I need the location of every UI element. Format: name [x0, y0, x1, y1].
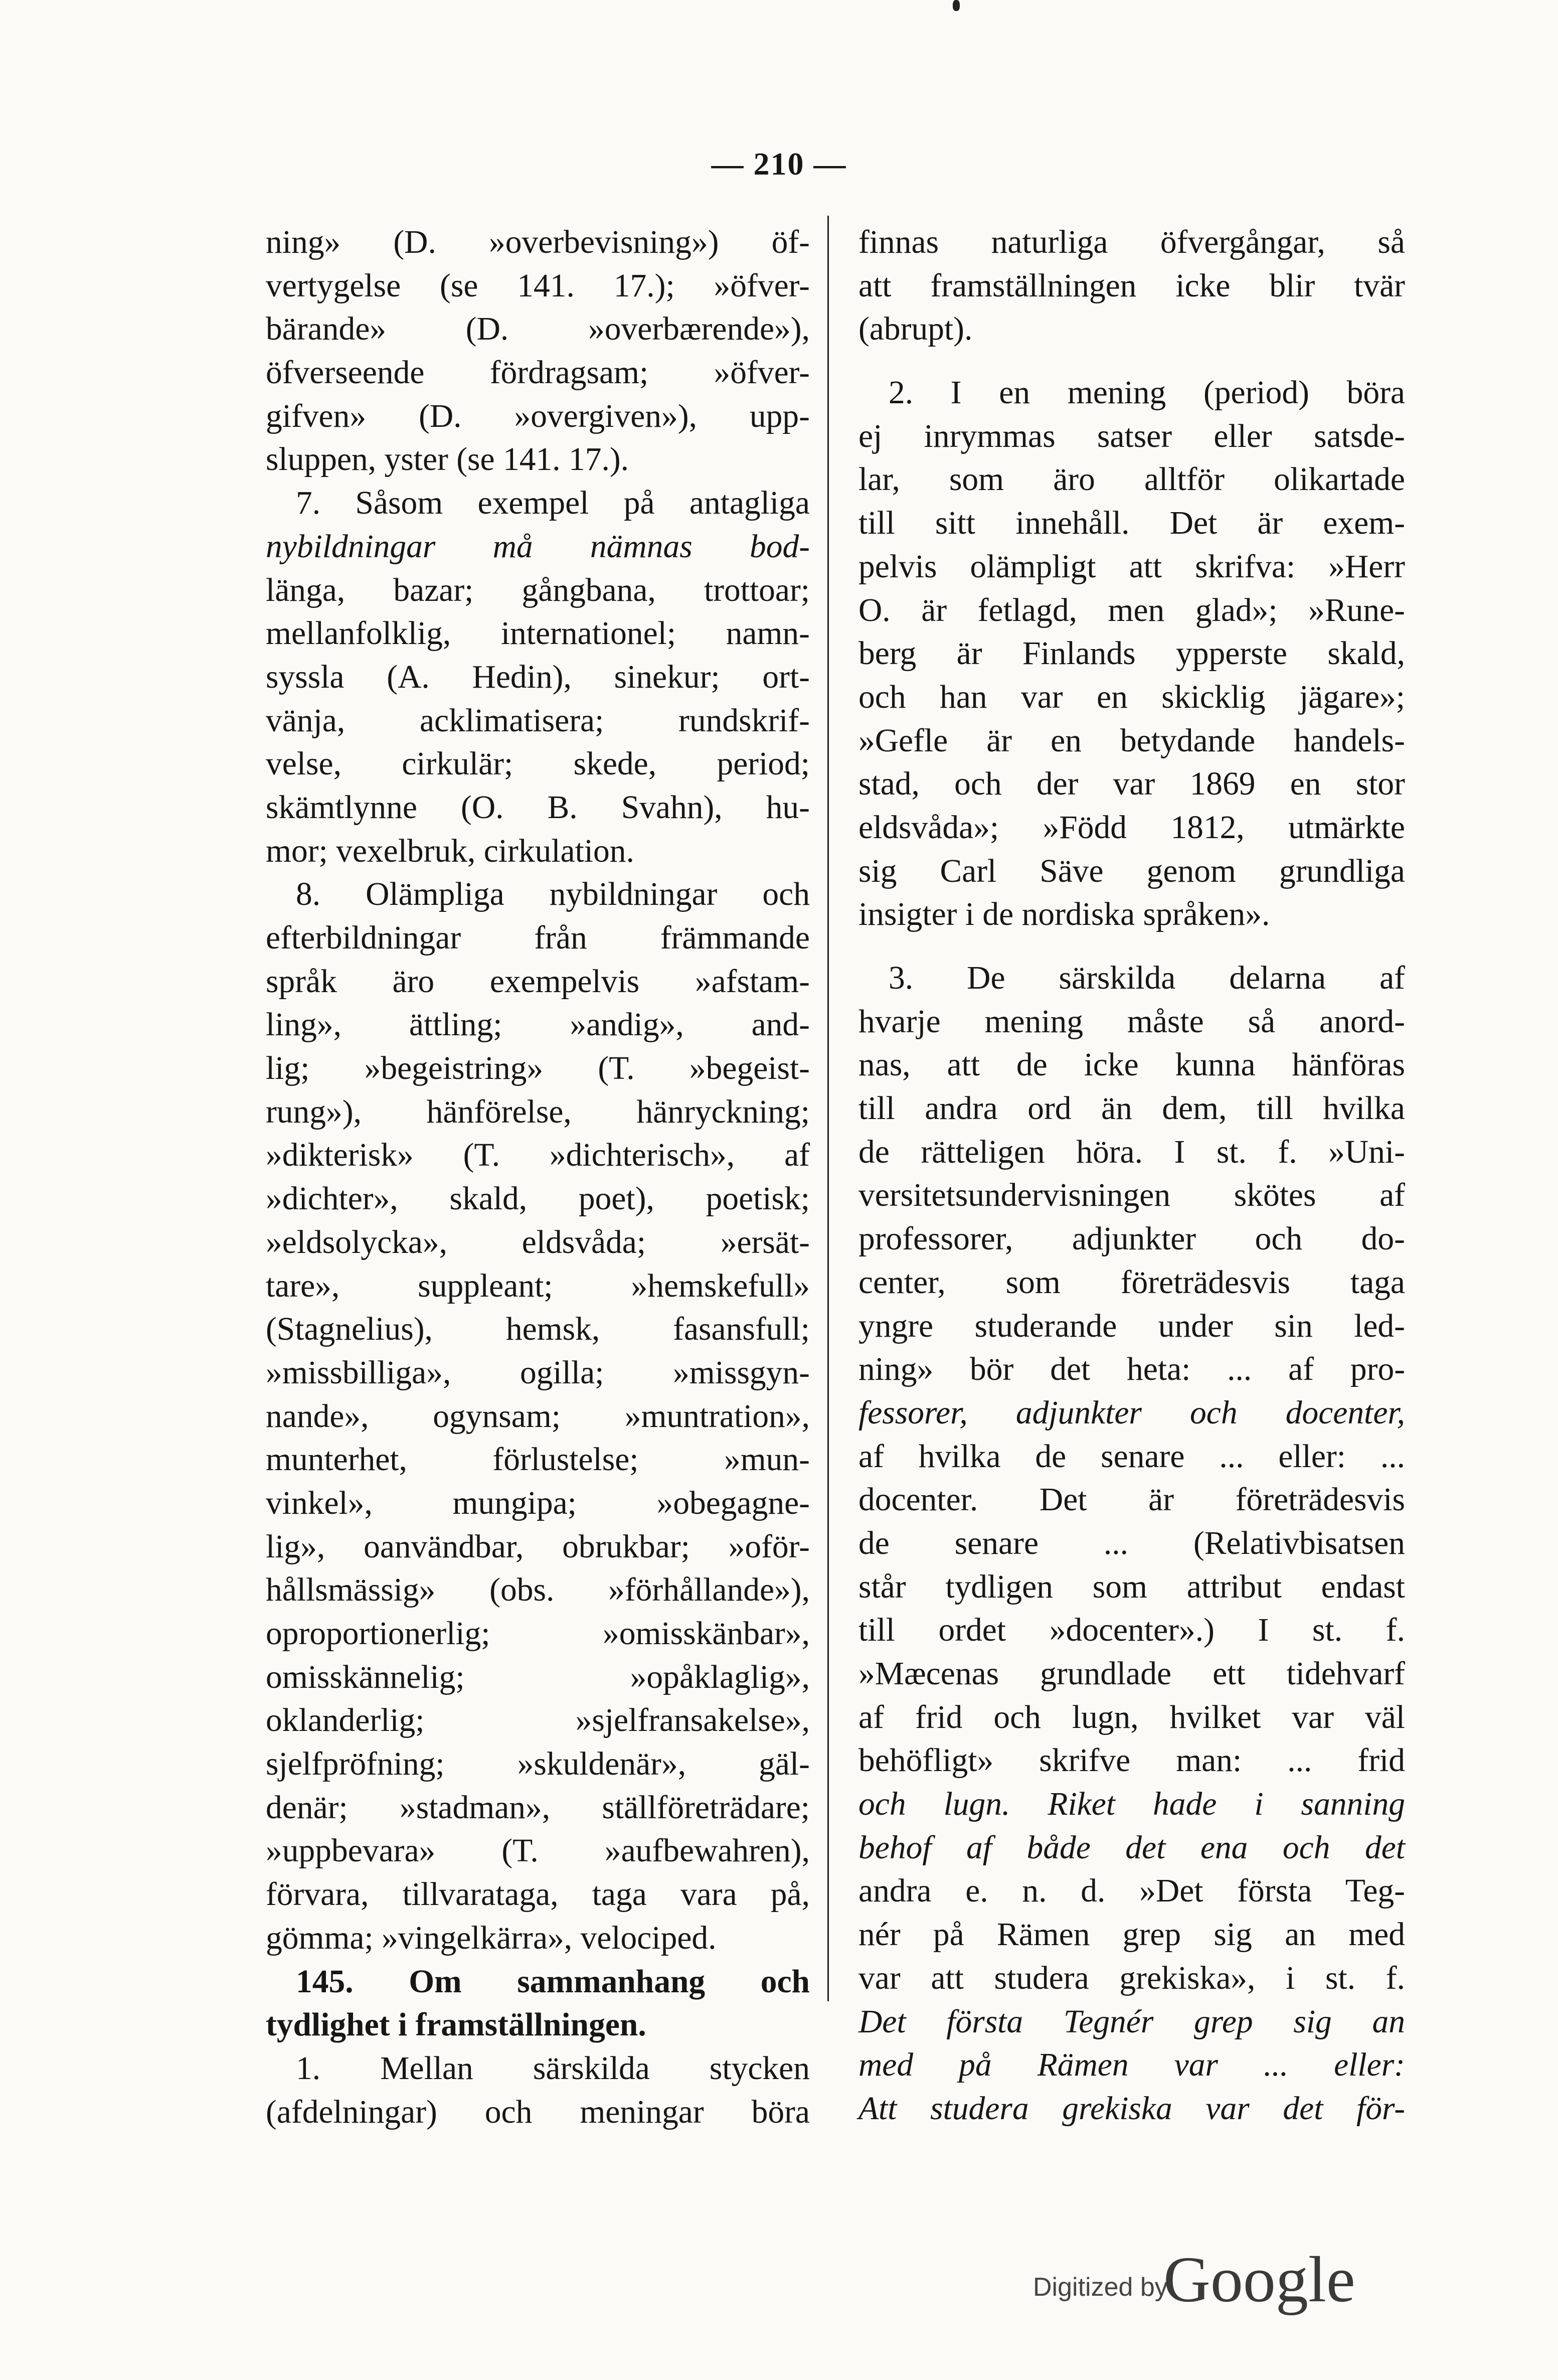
text-line: mor; vexelbruk, cirkulation. [266, 833, 634, 869]
scan-smudge [953, 0, 960, 11]
text-line: sig Carl Säve genom grundliga [858, 853, 1405, 889]
text-line: (Stagnelius), hemsk, fasansfull; [266, 1311, 810, 1348]
text-line: vinkel», mungipa; »obegagne- [266, 1485, 810, 1521]
text-line: Att studera grekiska var det för- [858, 2090, 1405, 2127]
text-line: andra e. n. d. »Det första Teg- [858, 1873, 1405, 1910]
text-line: öfverseende fördragsam; »öfver- [266, 355, 810, 391]
text-line: sjelfpröfning; »skuldenär», gäl- [266, 1746, 810, 1783]
text-line: berg är Finlands ypperste skald, [858, 636, 1405, 672]
text-line: versitetsundervisningen skötes af [858, 1177, 1405, 1214]
column-divider [827, 216, 829, 2001]
text-line: lar, som äro alltför olikartade [858, 461, 1405, 498]
text-line: insigter i de nordiska språken». [858, 896, 1270, 933]
paragraph-gap [858, 936, 1405, 957]
text-line: nande», ogynsam; »muntration», [266, 1398, 810, 1435]
text-line: »dichter», skald, poet), poetisk; [266, 1181, 810, 1217]
text-line: »dikterisk» (T. »dichterisch», af [266, 1137, 810, 1174]
text-line: de rätteligen höra. I st. f. »Uni- [858, 1134, 1405, 1170]
google-logo: Google [1163, 2244, 1355, 2316]
text-line: rung»), hänförelse, hänryckning; [266, 1093, 810, 1130]
text-line: står tydligen som attribut endast [858, 1568, 1405, 1605]
text-line: denär; »stadman», ställföreträdare; [266, 1789, 810, 1826]
text-line: till sitt innehåll. Det är exem- [858, 505, 1405, 542]
text-line: yngre studerande under sin led- [858, 1308, 1405, 1344]
text-line: professorer, adjunkter och do- [858, 1221, 1405, 1257]
text-line: syssla (A. Hedin), sinekur; ort- [266, 659, 810, 695]
text-line: »uppbevara» (T. »aufbewahren), [266, 1833, 810, 1869]
text-line: (abrupt). [858, 311, 973, 348]
text-line: munterhet, förlustelse; »mun- [266, 1442, 810, 1478]
text-line: hållsmässig» (obs. »förhållande»), [266, 1572, 810, 1609]
left-column [266, 221, 810, 2134]
text-line: tare», suppleant; »hemskefull» [266, 1267, 810, 1304]
paragraph-gap [858, 351, 1405, 371]
right-column [858, 221, 1405, 2131]
text-line: förvara, tillvarataga, taga vara på, [266, 1876, 810, 1913]
text-line: 3. De särskilda delarna af [889, 960, 1405, 996]
text-line: och lugn. Riket hade i sanning [858, 1786, 1405, 1823]
text-line: O. är fetlagd, men glad»; »Rune- [858, 592, 1405, 628]
text-line: af frid och lugn, hvilket var väl [858, 1699, 1405, 1735]
text-line: språk äro exempelvis »afstam- [266, 963, 810, 1000]
text-line: (afdelningar) och meningar böra [266, 2094, 810, 2130]
text-line: nybildningar må nämnas bod- [266, 528, 810, 565]
text-line: vertygelse (se 141. 17.); »öfver- [266, 267, 810, 304]
text-line: finnas naturliga öfvergångar, så [858, 224, 1405, 260]
text-line: och han var en skicklig jägare»; [858, 679, 1405, 715]
text-line: att framställningen icke blir tvär [858, 267, 1405, 304]
text-line: nas, att de icke kunna hänföras [858, 1047, 1405, 1083]
text-line: gömma; »vingelkärra», velociped. [266, 1920, 717, 1956]
text-line: omisskännelig; »opåklaglig», [266, 1659, 810, 1695]
text-line: lig», oanvändbar, obrukbar; »oför- [266, 1528, 810, 1565]
text-line: ling», ättling; »andig», and- [266, 1007, 810, 1043]
text-line: eldsvåda»; »Född 1812, utmärkte [858, 809, 1405, 846]
text-line: gifven» (D. »overgiven»), upp- [266, 398, 810, 434]
text-line: lig; »begeistring» (T. »begeist- [266, 1050, 810, 1087]
text-line: 2. I en mening (period) böra [889, 375, 1405, 411]
text-line: till ordet »docenter».) I st. f. [858, 1612, 1405, 1649]
text-line: 1. Mellan särskilda stycken [296, 2050, 810, 2087]
text-line: 7. Såsom exempel på antagliga [296, 485, 810, 522]
page-number: — 210 — [711, 146, 847, 182]
text-line: med på Rämen var ... eller: [858, 2047, 1405, 2084]
text-line: af hvilka de senare ... eller: ... [858, 1438, 1405, 1475]
text-line: de senare ... (Relativbisatsen [858, 1525, 1405, 1561]
text-line: behöfligt» skrifve man: ... frid [858, 1742, 1405, 1779]
text-line: velse, cirkulär; skede, period; [266, 746, 810, 782]
text-line: vänja, acklimatisera; rundskrif- [266, 702, 810, 739]
text-line: till andra ord än dem, till hvilka [858, 1090, 1405, 1127]
text-line: »eldsolycka», eldsvåda; »ersät- [266, 1224, 810, 1260]
text-line: ning» (D. »overbevisning») öf- [266, 224, 810, 260]
text-line: 8. Olämpliga nybildningar och [296, 876, 810, 913]
text-line: ej inrymmas satser eller satsde- [858, 418, 1405, 454]
text-line: fessorer, adjunkter och docenter, [858, 1394, 1405, 1431]
text-line: oklanderlig; »sjelfransakelse», [266, 1702, 810, 1739]
text-line: oproportionerlig; »omisskänbar», [266, 1616, 810, 1652]
text-line: Det första Tegnér grep sig an [858, 2003, 1405, 2040]
text-line: länga, bazar; gångbana, trottoar; [266, 572, 810, 608]
section-heading: tydlighet i framställningen. [266, 2007, 646, 2043]
text-line: »Mæcenas grundlade ett tidehvarf [858, 1656, 1405, 1692]
text-line: sluppen, yster (se 141. 17.). [266, 441, 629, 478]
text-line: ning» bör det heta: ... af pro- [858, 1351, 1405, 1388]
text-line: hvarje mening måste så anord- [858, 1003, 1405, 1040]
text-line: mellanfolklig, internationel; namn- [266, 615, 810, 652]
text-line: bärande» (D. »overbærende»), [266, 311, 810, 348]
text-line: behof af både det ena och det [858, 1829, 1405, 1866]
text-line: skämtlynne (O. B. Svahn), hu- [266, 789, 810, 826]
digitized-by-label: Digitized by [1033, 2273, 1168, 2302]
text-line: »missbilliga», ogilla; »missgyn- [266, 1354, 810, 1391]
text-line: nér på Rämen grep sig an med [858, 1917, 1405, 1953]
text-line: var att studera grekiska», i st. f. [858, 1960, 1405, 1996]
text-line: docenter. Det är företrädesvis [858, 1482, 1405, 1518]
section-heading: 145. Om sammanhang och [296, 1963, 810, 2000]
text-line: pelvis olämpligt att skrifva: »Herr [858, 548, 1405, 585]
text-line: stad, och der var 1869 en stor [858, 766, 1405, 803]
text-line: »Gefle är en betydande handels- [858, 722, 1405, 759]
text-line: efterbildningar från främmande [266, 920, 810, 956]
text-line: center, som företrädesvis taga [858, 1264, 1405, 1301]
